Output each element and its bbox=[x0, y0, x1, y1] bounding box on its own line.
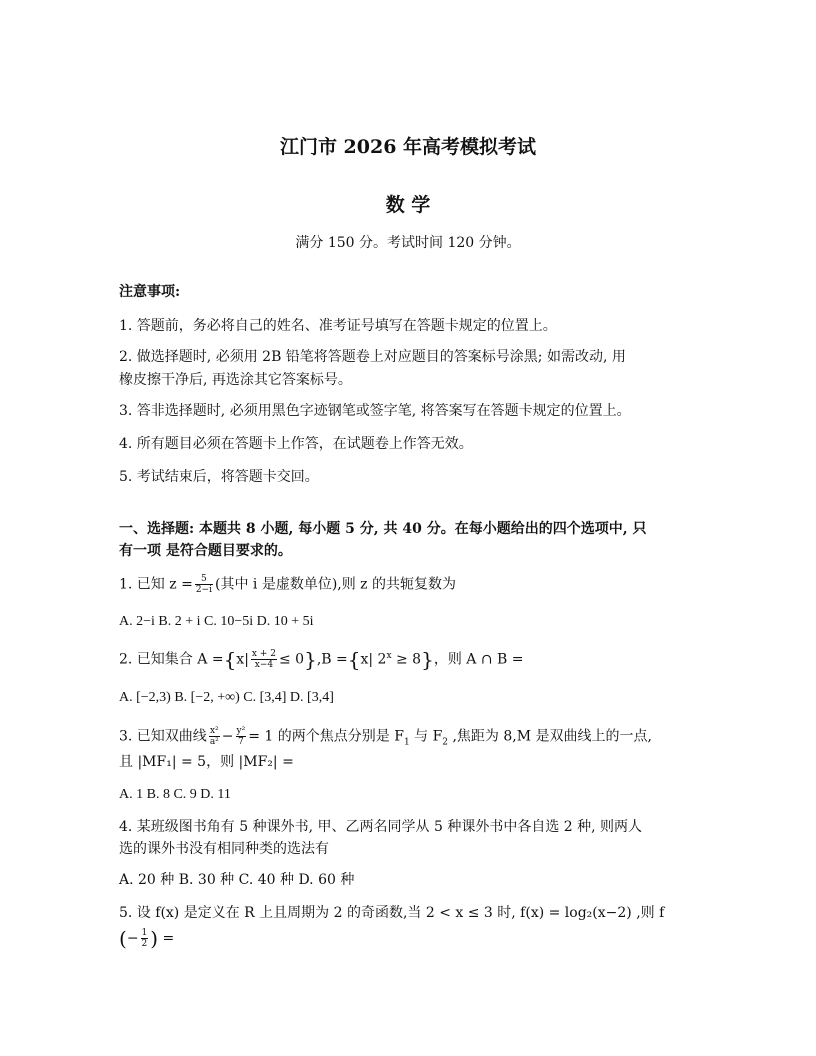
left-paren-icon: ( bbox=[119, 926, 127, 951]
note-item: 5. 考试结束后，将答题卡交回。 bbox=[119, 469, 319, 485]
q2-set-b-exp: x bbox=[386, 651, 392, 661]
right-paren-icon: ) bbox=[150, 926, 159, 951]
q1-prefix: 1. 已知 z = bbox=[119, 576, 193, 593]
q5-frac-den: 2 bbox=[141, 939, 148, 949]
q5-fraction bbox=[141, 928, 149, 949]
note-item: 2. 做选择题时, 必须用 2B 铅笔将答题卷上对应题目的答案标号涂黑; 如需改动, 用 bbox=[119, 349, 626, 365]
q2-suffix: ，则 A ∩ B = bbox=[433, 651, 524, 668]
q3-frac2-den: 7 bbox=[238, 737, 244, 747]
q3-sub-1: 1 bbox=[403, 737, 410, 748]
q2-frac-den: x−4 bbox=[254, 660, 274, 671]
q5-line-1: 5. 设 f(x) 是定义在 R 上且周期为 2 的奇函数,当 2 < x ≤ 3 时, f(x) = log₂(x−2) ,则 f bbox=[119, 905, 665, 921]
q5-suffix: = bbox=[158, 930, 175, 947]
q2-set-b: x| 2 bbox=[360, 651, 387, 668]
question-1 bbox=[119, 574, 456, 595]
exam-title: 江门市 2026 年高考模拟考试 bbox=[279, 136, 537, 158]
q1-fraction bbox=[195, 574, 213, 595]
q3-prefix: 3. 已知双曲线 bbox=[119, 728, 207, 745]
subject-title: 数 学 bbox=[385, 194, 431, 216]
q3-sub-2: 2 bbox=[442, 737, 449, 748]
q2-set-a-cond: ≤ 0 bbox=[279, 651, 305, 668]
q1-suffix: (其中 i 是虚数单位),则 z 的共轭复数为 bbox=[214, 576, 457, 593]
q3-frac2-num: y² bbox=[236, 726, 246, 736]
q1-options: A. 2−i B. 2 + i C. 10−5i D. 10 + 5i bbox=[119, 614, 314, 629]
q2-fraction bbox=[251, 649, 277, 670]
q2-mid: ,B = bbox=[316, 651, 348, 668]
q3-frac1-num: x² bbox=[209, 726, 219, 736]
q3-mid: = 1 的两个焦点分别是 F bbox=[248, 728, 404, 745]
note-item: 1. 答题前，务必将自己的姓名、准考证号填写在答题卡规定的位置上。 bbox=[119, 318, 557, 334]
left-brace-icon: { bbox=[223, 647, 237, 672]
exam-info: 满分 150 分。考试时间 120 分钟。 bbox=[295, 235, 521, 251]
note-item: 橡皮擦干净后, 再选涂其它答案标号。 bbox=[119, 372, 352, 388]
right-brace-icon: } bbox=[421, 647, 434, 672]
q5-minus-sign: − bbox=[126, 930, 139, 947]
q4-line-2: 选的课外书没有相同种类的选法有 bbox=[119, 841, 329, 857]
q3-frac1-den: a² bbox=[209, 737, 219, 747]
left-brace-icon: { bbox=[347, 647, 361, 672]
note-item: 4. 所有题目必须在答题卡上作答，在试题卷上作答无效。 bbox=[119, 436, 473, 452]
q3-mid2: 与 F bbox=[409, 728, 443, 745]
q2-options: A. [−2,3) B. [−2, +∞) C. [3,4] D. [3,4] bbox=[119, 690, 334, 705]
q2-set-b-cond: ≥ 8 bbox=[391, 651, 422, 668]
q3-line-2: 且 |MF₁| = 5，则 |MF₂| = bbox=[119, 754, 294, 770]
question-3 bbox=[119, 726, 652, 752]
q3-suffix: ,焦距为 8,M 是双曲线上的一点, bbox=[448, 728, 652, 745]
question-2 bbox=[119, 646, 524, 670]
q4-line-1: 4. 某班级图书角有 5 种课外书, 甲、乙两名同学从 5 种课外书中各自选 2 种, 则两人 bbox=[119, 819, 643, 835]
q2-set-a-var: x bbox=[236, 651, 245, 668]
q2-prefix: 2. 已知集合 A = bbox=[119, 651, 224, 668]
q2-frac-num: x + 2 bbox=[251, 649, 276, 660]
q3-fraction-2 bbox=[236, 726, 247, 747]
q3-options: A. 1 B. 8 C. 9 D. 11 bbox=[119, 787, 231, 802]
q1-frac-num: 5 bbox=[195, 574, 213, 585]
q4-options: A. 20 种 B. 30 种 C. 40 种 D. 60 种 bbox=[119, 872, 355, 888]
q3-fraction-1 bbox=[209, 726, 220, 747]
right-brace-icon: } bbox=[304, 647, 317, 672]
note-item: 3. 答非选择题时, 必须用黑色字迹钢笔或签字笔, 将答案写在答题卡规定的位置上。 bbox=[119, 403, 631, 419]
set-bar-icon: | bbox=[244, 651, 249, 668]
section-heading: 一、选择题: 本题共 8 小题, 每小题 5 分, 共 40 分。在每小题给出的四个选项中, 只 bbox=[119, 521, 647, 537]
question-5-line-2 bbox=[119, 928, 174, 949]
q5-frac-num: 1 bbox=[141, 928, 148, 938]
q3-minus: − bbox=[221, 728, 234, 745]
q1-frac-den: 2−i bbox=[195, 585, 212, 595]
notes-heading: 注意事项: bbox=[119, 284, 181, 300]
section-heading: 有一项 是符合题目要求的。 bbox=[119, 543, 292, 559]
